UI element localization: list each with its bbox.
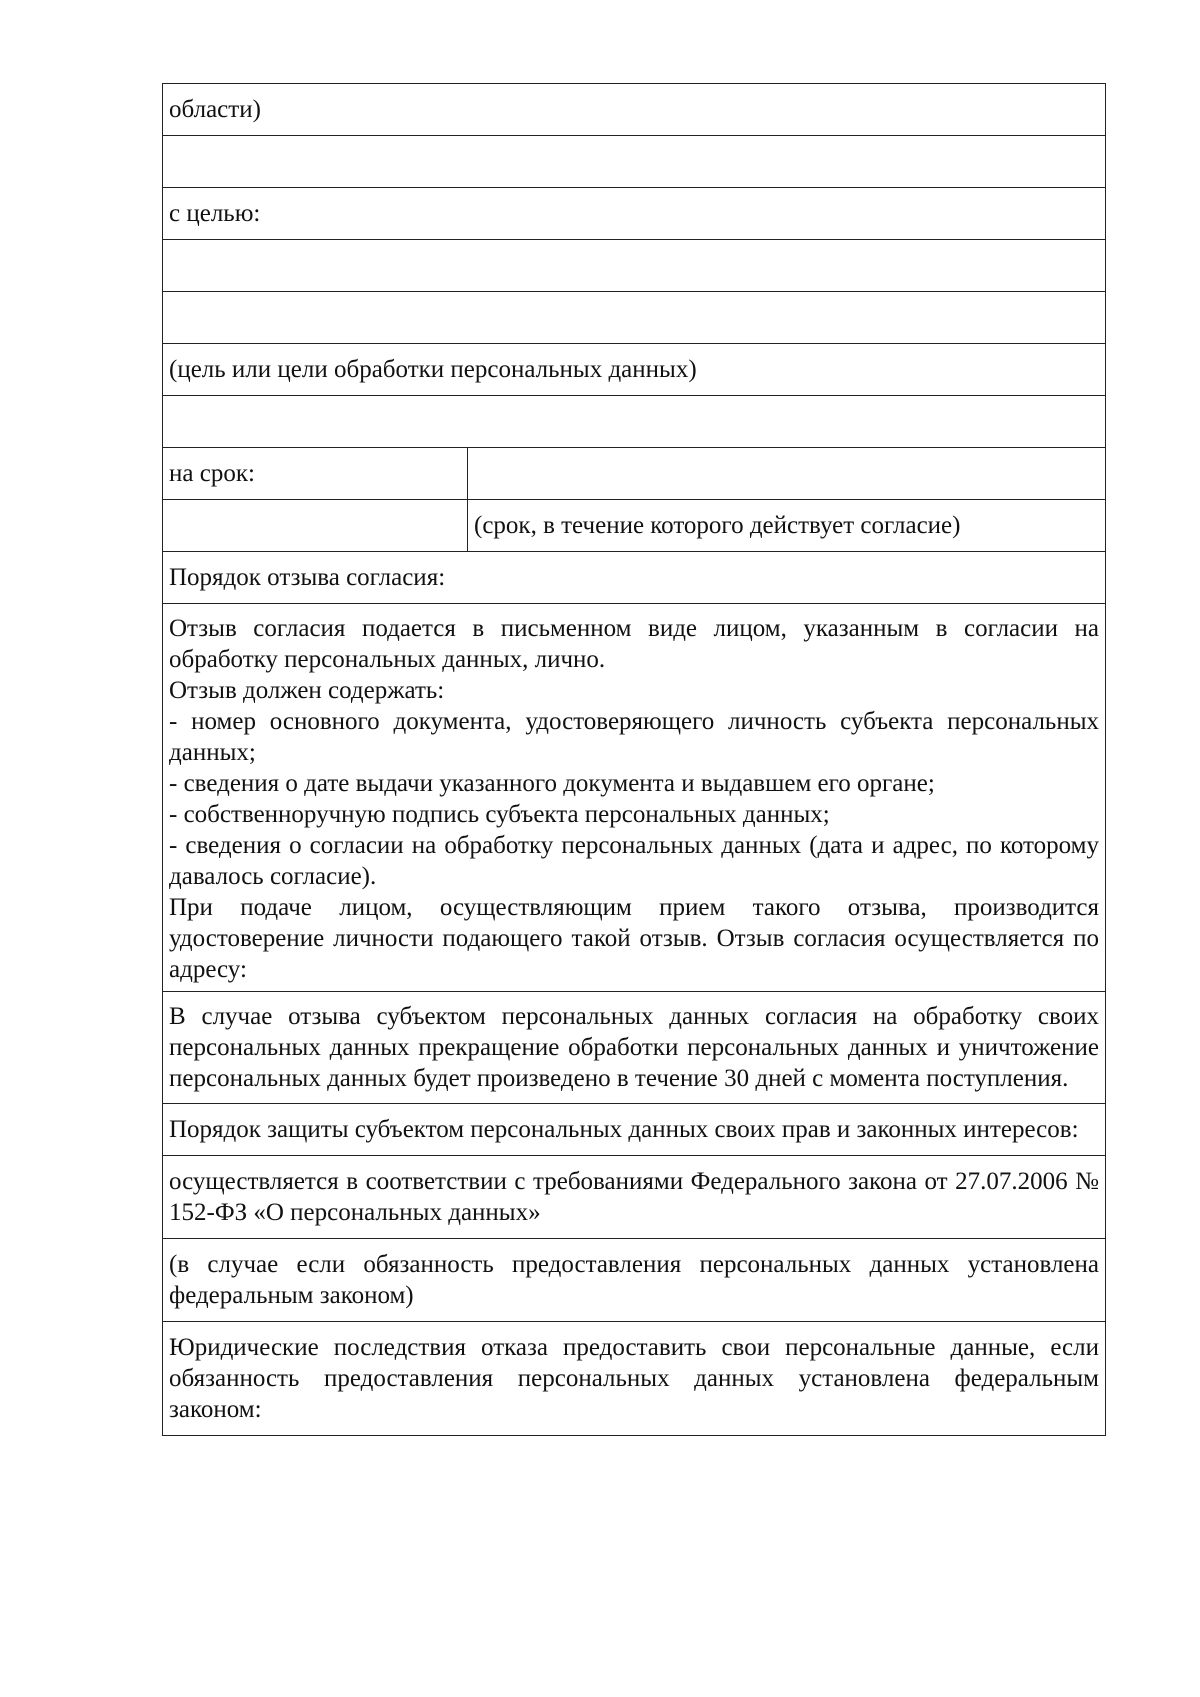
legal-consequences-label: Юридические последствия отказа предоставить свои персональные данные, если обязанность предоставления персональных данных установлена федеральным законом: (163, 1322, 1106, 1436)
term-value-field[interactable] (468, 448, 1106, 500)
withdrawal-paragraph: Отзыв согласия подается в письменном виде лицом, указанным в согласии на обработку персональных данных, лично. (169, 615, 1099, 673)
blank-field-2[interactable] (163, 240, 1106, 292)
term-left-cell (163, 500, 468, 552)
term-label: на срок: (163, 448, 468, 500)
row-yuridicheskie (163, 1322, 1106, 1436)
withdrawal-paragraph: При подаче лицом, осуществляющим прием такого отзыва, производится удостоверение личности подающего такой отзыв. Отзыв согласия осуществляется по адресу: (169, 894, 1099, 983)
row-blank-1 (163, 136, 1106, 188)
oblasti-text: области) (163, 84, 1106, 136)
row-blank-2 (163, 240, 1106, 292)
withdrawal-paragraph: - сведения о дате выдачи указанного документа и выдавшем его органе; (169, 770, 935, 797)
protection-procedure-text: осуществляется в соответствии с требованиями Федерального закона от 27.07.2006 № 152-ФЗ «О персональных данных» (163, 1156, 1106, 1239)
withdrawal-paragraph: - собственноручную подпись субъекта персональных данных; (169, 801, 830, 828)
withdrawal-text-block (163, 604, 1106, 992)
consent-form-table (162, 83, 1106, 1436)
row-poryadok-otzyva (163, 552, 1106, 604)
row-blank-3 (163, 292, 1106, 344)
row-cel-hint (163, 344, 1106, 396)
blank-field-1[interactable] (163, 136, 1106, 188)
row-s-celyu (163, 188, 1106, 240)
row-otzyv-block (163, 604, 1106, 992)
row-osushchestvlyaetsya (163, 1156, 1106, 1239)
protection-procedure-label: Порядок защиты субъектом персональных данных своих прав и законных интересов: (163, 1104, 1106, 1156)
obligation-hint: (в случае если обязанность предоставления персональных данных установлена федеральным законом) (163, 1239, 1106, 1322)
withdrawal-paragraph: Отзыв должен содержать: (169, 677, 445, 704)
purpose-hint: (цель или цели обработки персональных данных) (163, 344, 1106, 396)
withdrawal-paragraph: - сведения о согласии на обработку персональных данных (дата и адрес, по которому давалось согласие). (169, 832, 1099, 890)
purpose-label: с целью: (163, 188, 1106, 240)
row-blank-4 (163, 396, 1106, 448)
row-na-srok (163, 448, 1106, 500)
blank-field-4[interactable] (163, 396, 1106, 448)
row-oblasti (163, 84, 1106, 136)
withdrawal-procedure-label: Порядок отзыва согласия: (163, 552, 1106, 604)
term-hint: (срок, в течение которого действует согласие) (468, 500, 1106, 552)
row-srok-hint (163, 500, 1106, 552)
row-poryadok-zashchity (163, 1104, 1106, 1156)
withdrawal-paragraph: - номер основного документа, удостоверяющего личность субъекта персональных данных; (169, 708, 1099, 766)
row-v-sluchae-otzyva (163, 992, 1106, 1104)
blank-field-3[interactable] (163, 292, 1106, 344)
row-v-sluchae-esli (163, 1239, 1106, 1322)
data-destruction-text: В случае отзыва субъектом персональных данных согласия на обработку своих персональных данных прекращение обработки персональных данных и уничтожение персональных данных будет произведено в течение 30 дней с момента поступления. (163, 992, 1106, 1104)
